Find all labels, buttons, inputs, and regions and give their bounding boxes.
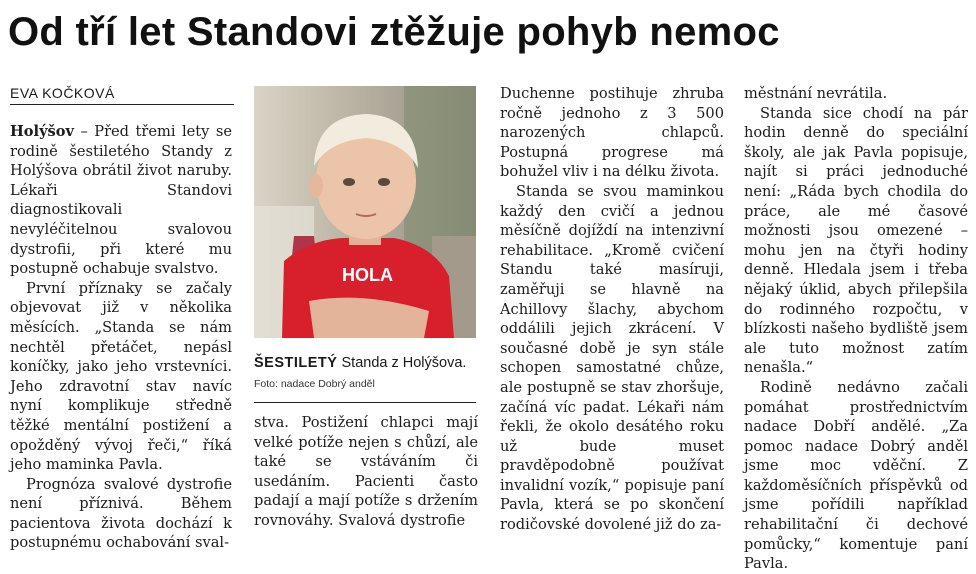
paragraph: městnání nevrátila. bbox=[744, 85, 888, 102]
caption-lead: ŠESTILETÝ bbox=[254, 355, 338, 371]
article-photo bbox=[254, 86, 476, 338]
article-column-3 bbox=[500, 84, 724, 535]
photo-credit: Foto: nadace Dobrý anděl bbox=[254, 378, 375, 390]
paragraph: Duchenne postihuje zhruba ročně jednoho z 3 500 narozených chlapců. Postupná progrese má bohužel vliv i na délku života. bbox=[500, 85, 724, 181]
photo-caption bbox=[254, 354, 484, 372]
caption-text: Standa z Holýšova. bbox=[337, 355, 467, 371]
paragraph: Rodině nedávno začali pomáhat prostřednictvím nadace Dobří andělé. „Za pomoc nadace Dobrý anděl jsme moc vděční. Z každoměsíčních příspěvků od jsme pořídili například rehabilitační či dechové pomůcky,“ komentuje paní Pavla. bbox=[744, 378, 968, 573]
paragraph-text: – Před třemi lety se rodině šestiletého Standy z Holýšova obrátil život naruby. Lékaři Standovi diagnostikovali nevyléčitelnou svalovou dystrofii, při které mu postupně ochabuje svalstvo. bbox=[10, 123, 232, 278]
article-column-4 bbox=[744, 84, 968, 574]
paragraph: Standa se svou maminkou každý den cvičí a jednou měsíčně dojíždí na intenzivní rehabilitace. „Kromě cvičení Standu také masíruji, zaměřuji se hlavně na Achillovy šlachy, abychom oddálili jejich zkrácení. V současné době je syn stále schopen samostatné chůze, ale postupně se stav zhoršuje, začíná víc padat. Lékaři nám řekli, že okolo desátého roku už bude muset pravděpodobně používat invalidní vozík,“ popisuje paní Pavla, která se po skončení rodičovské dovolené již do za- bbox=[500, 182, 724, 534]
paragraph: Prognóza svalové dystrofie není příznivá. Během pacientova života dochází k postupnému ochabování sval- bbox=[10, 475, 232, 552]
article-headline: Od tří let Standovi ztěžuje pohyb nemoc bbox=[8, 10, 780, 54]
shirt-print-text: HOLA bbox=[342, 265, 393, 285]
boy-photo-illustration bbox=[254, 86, 476, 338]
dateline: Holýšov bbox=[10, 123, 74, 140]
article-column-1 bbox=[10, 122, 232, 553]
byline: EVA KOČKOVÁ bbox=[10, 84, 234, 105]
paragraph: Standa sice chodí na pár hodin denně do speciální školy, ale jak Pavla popisuje, najít si práci jednoduché není: „Ráda bych chodila do práce, ale mé časové možnosti jsou omezené – mohu jen na čtyři hodiny denně. Hledala jsem i třeba nějaký úklid, abych přilepšila do rodinného rozpočtu, v blízkosti našeho bydliště jsem ale tuto možnost zatím nenašla.“ bbox=[744, 104, 968, 377]
paragraph: stva. Postižení chlapci mají velké potíže nejen s chůzí, ale také se vstáváním či usedáním. Pacienti často padají a mají potíže s držením rovnováhy. Svalová dystrofie bbox=[254, 414, 478, 529]
article-column-2 bbox=[254, 413, 478, 531]
paragraph bbox=[10, 122, 232, 279]
paragraph: První příznaky se začaly objevovat již v několika měsících. „Standa se nám nechtěl přetáčet, nepásl koníčky, jako jeho vrstevníci. Jeho zdravotní stav navíc nyní komplikuje středně těžké mentální postižení a opožděný vývoj řeči,“ říká jeho maminka Pavla. bbox=[10, 279, 232, 474]
caption-divider bbox=[254, 402, 476, 403]
